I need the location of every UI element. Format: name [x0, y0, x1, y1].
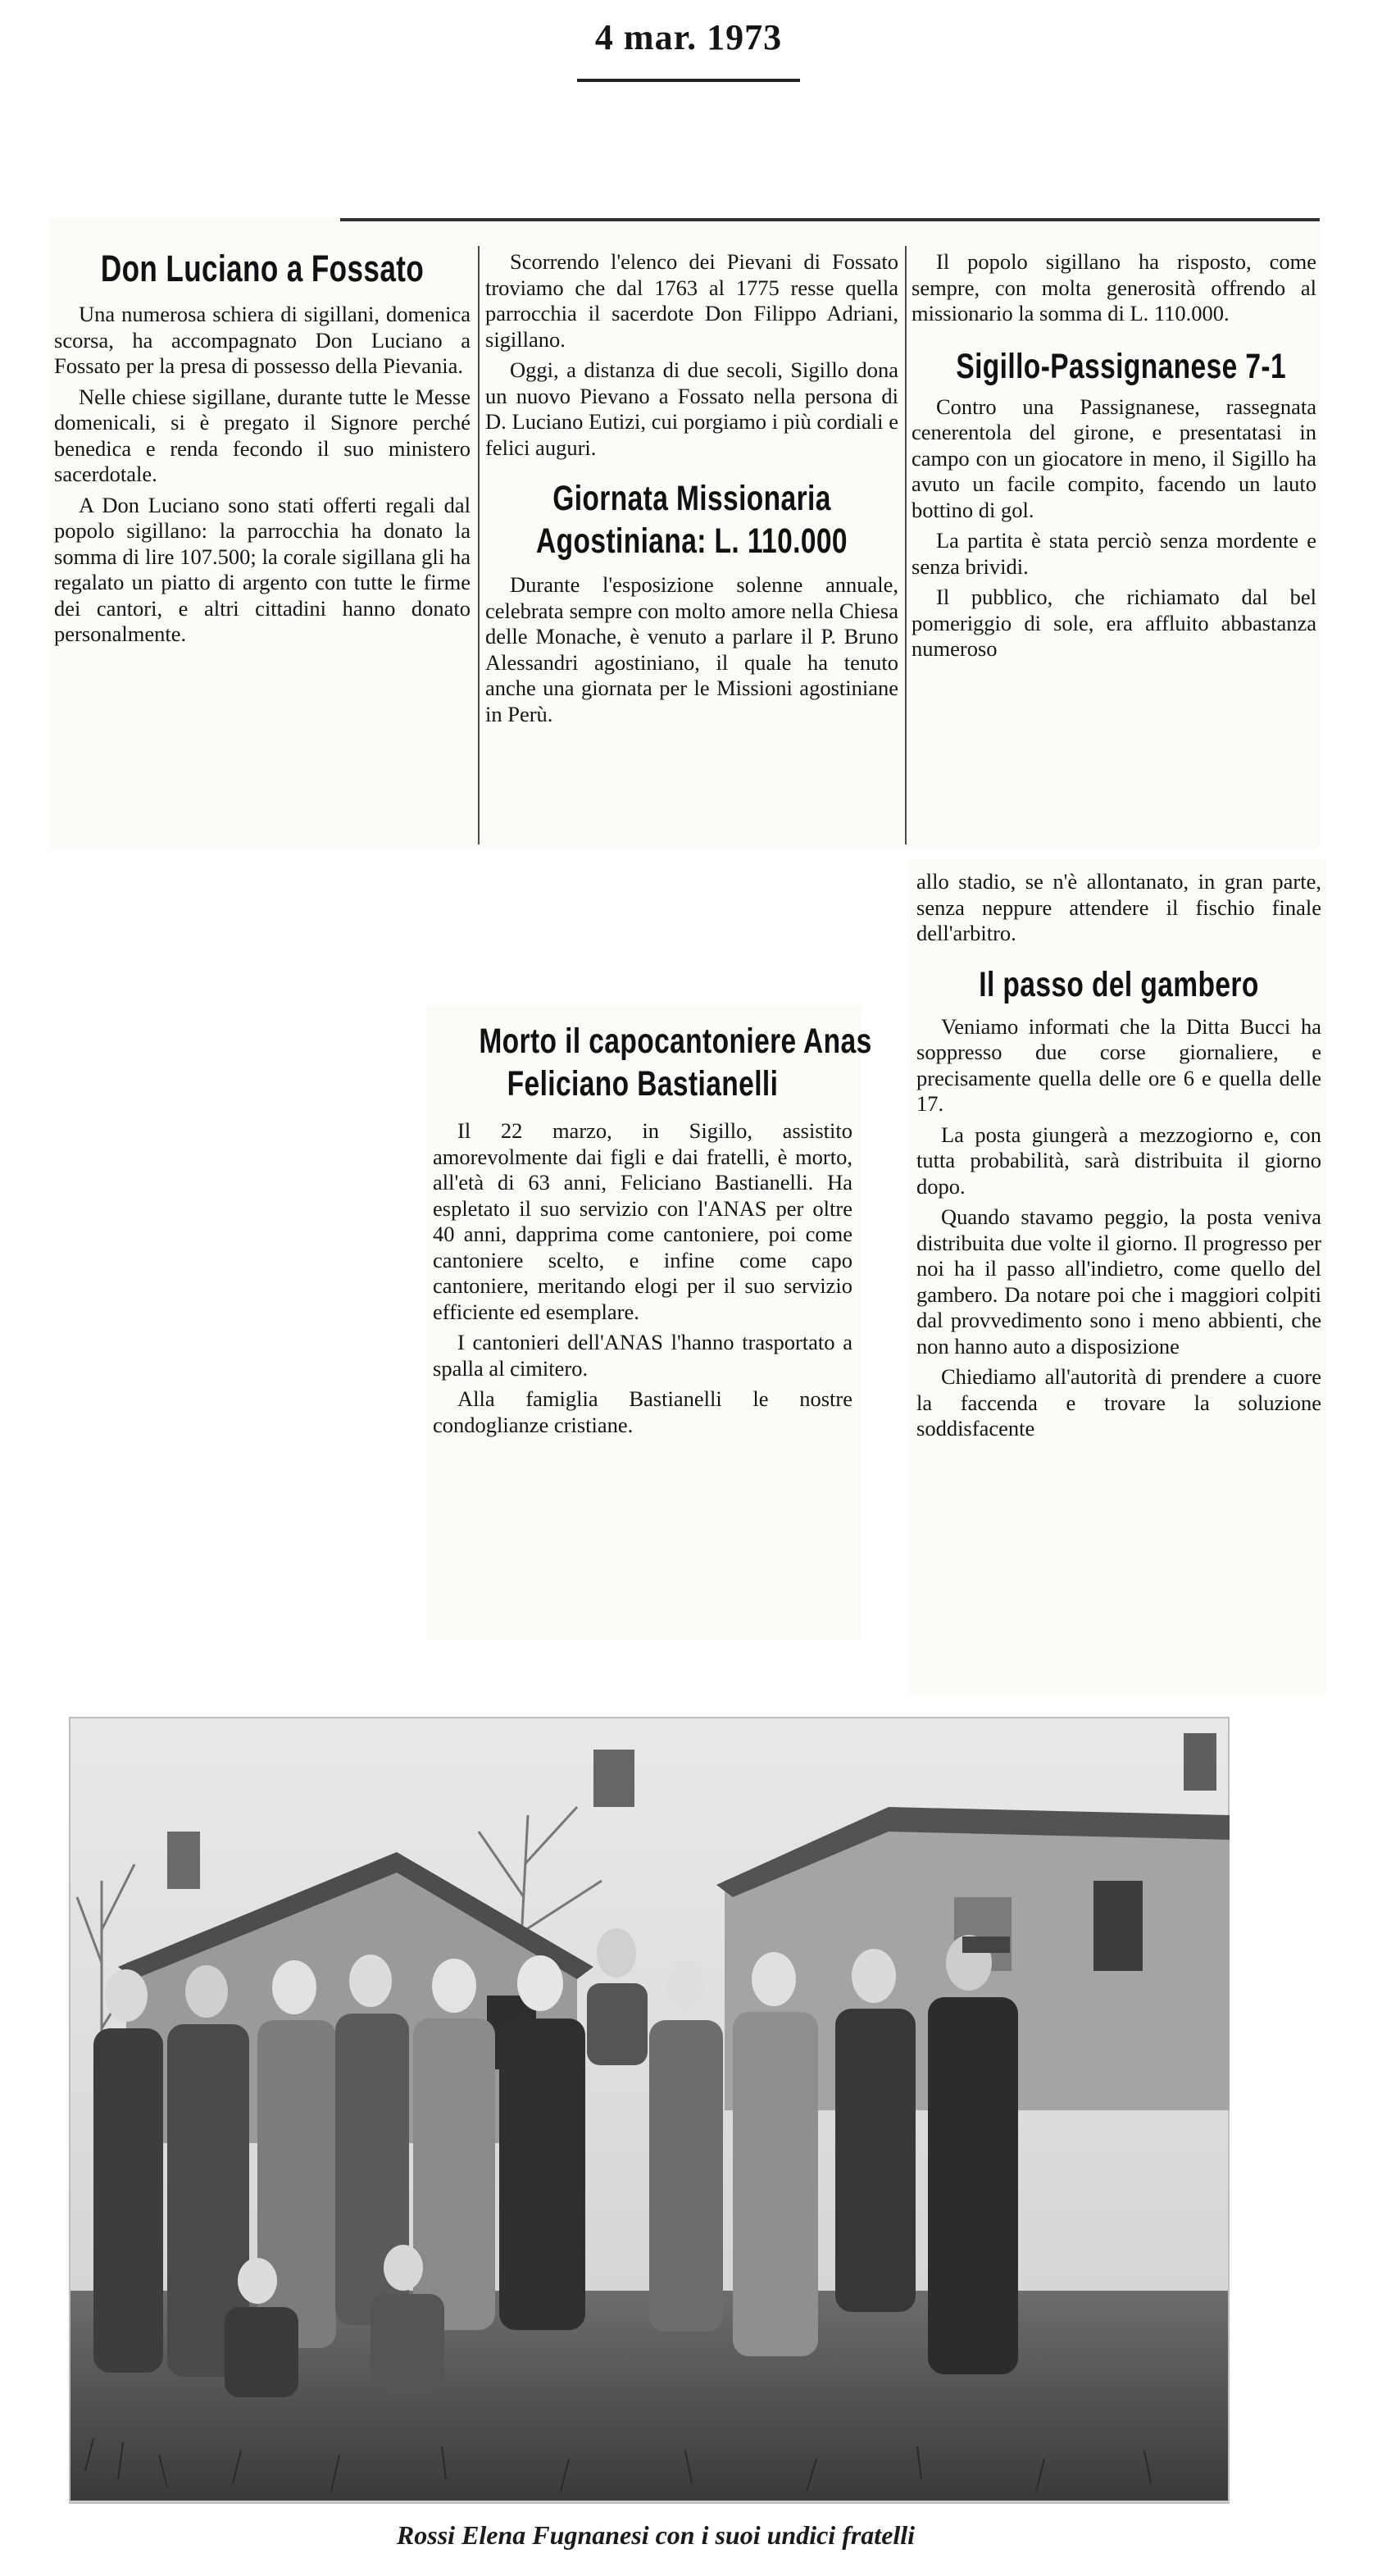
article-paragraph: La partita è stata perciò senza mordente e senza brividi. — [912, 528, 1316, 579]
article-paragraph: Chiediamo all'autorità di prendere a cuore la faccenda e trovare la soluzione soddisfacente — [916, 1364, 1321, 1440]
article-paragraph: Veniamo informati che la Ditta Bucci ha soppresso due corse giornaliere, e precisamente quella delle ore 6 e quella delle 17. — [916, 1013, 1321, 1116]
article-paragraph: Quando stavamo peggio, la posta veniva distribuita due volte il giorno. Il progresso per noi ha il passo all'indietro, come quello del gambero. Da notare poi che i maggiori colpiti dal provvedimento sono i meno abbienti, che non hanno auto a disposizione — [916, 1204, 1321, 1359]
article-morto — [433, 1020, 872, 1443]
article-paragraph: Il 22 marzo, in Sigillo, assistito amorevolmente dai figli e dai fratelli, è morto, all'età di 63 anni, Feliciano Bastianelli. Ha espletato il suo servizio con l'ANAS per oltre 40 anni, dapprima come cantoniere, poi come cantoniere scelto, e infine come capo cantoniere, meritando elogi per il suo servizio efficiente ed esemplare. — [433, 1118, 852, 1324]
article-paragraph: Scorrendo l'elenco dei Pievani di Fossato troviamo che dal 1763 al 1775 resse quella parrocchia il sacerdote Don Filippo Adriani, sigillano. — [485, 249, 898, 352]
column-divider — [478, 246, 480, 844]
article-paragraph: Alla famiglia Bastianelli le nostre condoglianze cristiane. — [433, 1386, 852, 1437]
clipping-top-rule — [340, 218, 1320, 221]
article-paragraph: I cantonieri dell'ANAS l'hanno trasportato a spalla al cimitero. — [433, 1330, 852, 1381]
article-paragraph: Nelle chiese sigillane, durante tutte le Messe domenicali, si è pregato il Signore perché benedica e renda fecondo il suo ministero sacerdotale. — [54, 384, 471, 486]
article-paragraph: Contro una Passignanese, rassegnata cenerentola del girone, e presentatasi in campo con un giocatore in meno, il Sigillo ha avuto un facile compito, facendo un lauto bottino di gol. — [912, 394, 1316, 522]
article-paragraph: allo stadio, se n'è allontanato, in gran parte, senza neppure attendere il fischio finale dell'arbitro. — [916, 869, 1321, 945]
article-title: Don Luciano a Fossato — [100, 248, 425, 289]
article-paragraph: A Don Luciano sono stati offerti regali dal popolo sigillano: la parrocchia ha donato la somma di lire 107.500; la corale sigillana gli ha regalato un piatto di argento con tutte le firme dei cantori, e altri cittadini hanno donato personalmente. — [54, 492, 471, 646]
article-title: Giornata Missionaria — [552, 479, 831, 518]
article-title: Sigillo-Passignanese 7-1 — [956, 346, 1287, 386]
column-divider — [905, 246, 907, 844]
article-paragraph: Durante l'esposizione solenne annuale, celebrata sempre con molto amore nella Chiesa delle Monache, è venuto a parlare il P. Bruno Alessandri agostiniano, il quale ha tenuto anche una giornata per le Missioni agostiniane in Perù. — [485, 572, 898, 726]
date-underline — [577, 79, 800, 82]
article-gambero — [916, 869, 1321, 1447]
article-fossato — [54, 246, 471, 653]
article-paragraph: Il pubblico, che richiamato dal bel pomeriggio di sole, era affluito abbastanza numeroso — [912, 585, 1316, 661]
article-fossato-continued — [485, 249, 898, 732]
article-title: Agostiniana: L. 110.000 — [536, 521, 848, 561]
family-photo — [69, 1717, 1230, 2504]
article-missionaria-continued — [912, 249, 1316, 667]
article-paragraph: Il popolo sigillano ha risposto, come sempre, con molta generosità offrendo al missionario la somma di L. 110.000. — [912, 249, 1316, 325]
article-paragraph: Oggi, a distanza di due secoli, Sigillo dona un nuovo Pievano a Fossato nella persona di D. Luciano Eutizi, cui porgiamo i più cordiali e felici auguri. — [485, 357, 898, 460]
article-title: Il passo del gambero — [979, 964, 1259, 1004]
photo-caption: Rossi Elena Fugnanesi con i suoi undici fratelli — [396, 2520, 916, 2550]
article-title: Morto il capocantoniere Anas — [479, 1022, 872, 1061]
date-header: 4 mar. 1973 — [594, 17, 783, 57]
article-title: Feliciano Bastianelli — [507, 1064, 779, 1104]
article-paragraph: La posta giungerà a mezzogiorno e, con tutta probabilità, sarà distribuita il giorno dopo. — [916, 1122, 1321, 1199]
article-paragraph: Una numerosa schiera di sigillani, domenica scorsa, ha accompagnato Don Luciano a Fossato per la presa di possesso della Pievania. — [54, 302, 471, 378]
